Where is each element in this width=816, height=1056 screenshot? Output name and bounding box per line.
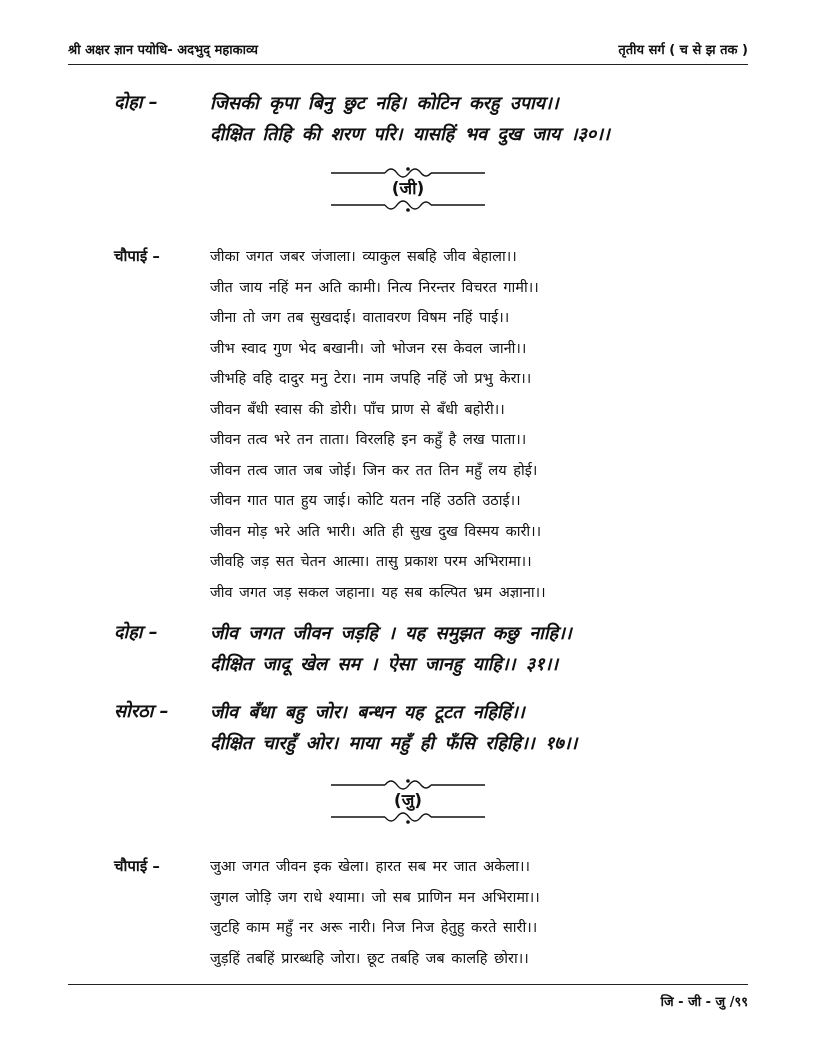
section-heading: (जी): [391, 179, 425, 199]
section-divider-ji: [318, 164, 498, 228]
flourish-ornament-icon: [323, 200, 493, 214]
header-rule: [68, 64, 748, 65]
verse-label: सोरठा –: [114, 701, 169, 722]
verse-line: दीक्षित तिहि की शरण परि। यासहिं भव दुख जाय ।३०।।: [210, 124, 610, 145]
verse-line: जुड़हिं तबहिं प्रारब्धहि जोरा। छूट तबहि जब कालहि छोरा।।: [210, 950, 529, 967]
chapter-title: तृतीय सर्ग ( च से झ तक ): [618, 43, 748, 58]
verse-line: दीक्षित जादू खेल सम । ऐसा जानहु याहि।। ३१।।: [210, 654, 559, 675]
section-divider-ju: [318, 776, 498, 840]
section-heading: (जु): [393, 791, 423, 811]
flourish-ornament-icon: [323, 776, 493, 790]
verse-line: जीत जाय नहिं मन अति कामी। नित्य निरन्तर विचरत गामी।।: [210, 279, 539, 296]
verse-line: जीभहि वहि दादुर मनु टेरा। नाम जपहि नहिं जो प्रभु केरा।।: [210, 371, 532, 387]
book-title: श्री अक्षर ज्ञान पयोधि- अदभुद् महाकाव्य: [68, 43, 258, 58]
verse-line: जीवन तत्व जात जब जोई। जिन कर तत तिन महुँ लय होई।: [210, 462, 538, 479]
page-number: जि - जी - जु /९९: [660, 995, 748, 1010]
verse-label: चौपाई –: [114, 857, 160, 875]
verse-line: जिसकी कृपा बिनु छुट नहि। कोटिन करहु उपाय।।: [210, 93, 559, 114]
footer-rule: [68, 984, 748, 985]
verse-line: जीव जगत जीवन जड़हि । यह समुझत कछु नाहि।।: [210, 623, 572, 644]
verse-line: जीभ स्वाद गुण भेद बखानी। जो भोजन रस केवल जानी।।: [210, 340, 527, 357]
verse-label: दोहा –: [114, 622, 158, 643]
verse-line: जीव बँधा बहु जोर। बन्धन यह टूटत नहिहिं।।: [210, 702, 525, 723]
verse-line: जुआ जगत जीवन इक खेला। हारत सब मर जात अकेला।।: [210, 859, 530, 875]
verse-label: दोहा –: [114, 92, 158, 113]
verse-line: जुटहि काम महुँ नर अरू नारी। निज निज हेतुहु करते सारी।।: [210, 920, 538, 936]
verse-line: जीवन गात पात हुय जाई। कोटि यतन नहिं उठति उठाई।।: [210, 493, 521, 509]
verse-line: जीवन मोड़ भरे अति भारी। अति ही सुख दुख विस्मय कारी।।: [210, 523, 542, 540]
verse-line: जीवहि जड़ सत चेतन आत्मा। तासु प्रकाश परम अभिरामा।।: [210, 554, 532, 570]
verse-line: जुगल जोड़ि जग राधे श्यामा। जो सब प्राणिन मन अभिरामा।।: [210, 889, 540, 906]
verse-line: जीवन तत्व भरे तन ताता। विरलहि इन कहुँ है लख पाता।।: [210, 432, 527, 448]
verse-line: जीका जगत जबर जंजाला। व्याकुल सबहि जीव बेहाला।।: [210, 249, 517, 265]
flourish-ornament-icon: [323, 812, 493, 826]
verse-line: दीक्षित चारहुँ ओर। माया महुँ ही फँसि रहिहि।। १७।।: [210, 733, 578, 754]
running-header: [68, 40, 748, 58]
verse-line: जीवन बँधी स्वास की डोरी। पाँच प्राण से बँधी बहोरी।।: [210, 401, 505, 418]
verse-line: जीव जगत जड़ सकल जहाना। यह सब कल्पित भ्रम अज्ञाना।।: [210, 584, 546, 601]
verse-label: चौपाई –: [114, 247, 160, 265]
flourish-ornament-icon: [323, 164, 493, 178]
verse-line: जीना तो जग तब सुखदाई। वातावरण विषम नहिं पाई।।: [210, 310, 510, 326]
